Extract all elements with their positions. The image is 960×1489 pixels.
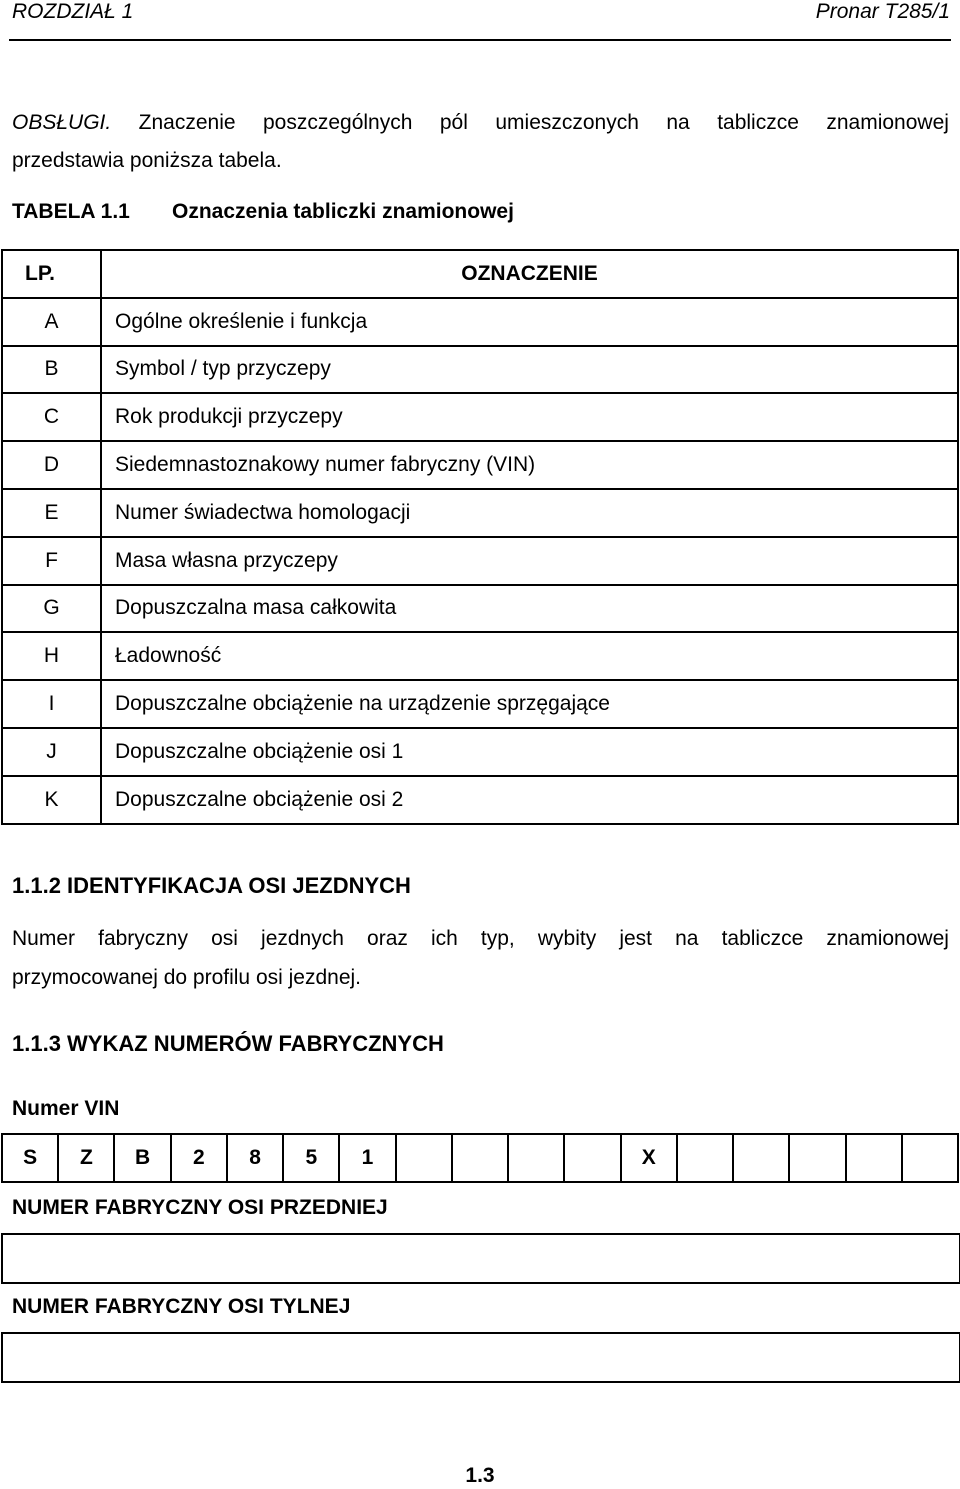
axle-word: wybity xyxy=(537,927,597,950)
row-lp: F xyxy=(2,537,101,585)
vin-cell[interactable]: Z xyxy=(58,1134,114,1182)
vin-cell[interactable] xyxy=(508,1134,564,1182)
axle-line-1 xyxy=(12,927,949,951)
product-header: Pronar T285/1 xyxy=(815,0,950,23)
vin-cell[interactable]: S xyxy=(2,1134,58,1182)
row-lp: H xyxy=(2,632,101,680)
table-header-row xyxy=(2,250,958,298)
column-header-oznaczenie: OZNACZENIE xyxy=(101,250,958,298)
row-description: Masa własna przyczepy xyxy=(101,537,958,585)
intro-word: Znaczenie xyxy=(138,111,236,134)
table-caption-number: TABELA 1.1 xyxy=(12,200,130,223)
row-lp: B xyxy=(2,346,101,394)
table-row xyxy=(2,585,958,633)
row-description: Dopuszczalne obciążenie osi 2 xyxy=(101,776,958,824)
rear-axle-number-field[interactable] xyxy=(1,1332,960,1383)
vin-row xyxy=(2,1134,958,1182)
section-heading-serial-numbers: 1.1.3 WYKAZ NUMERÓW FABRYCZNYCH xyxy=(12,1031,444,1056)
row-description: Ładowność xyxy=(101,632,958,680)
chapter-header: ROZDZIAŁ 1 xyxy=(12,0,134,23)
vin-label: Numer VIN xyxy=(12,1097,120,1120)
intro-word: znamionowej xyxy=(826,111,949,134)
row-description: Siedemnastoznakowy numer fabryczny (VIN) xyxy=(101,441,958,489)
vin-cell[interactable] xyxy=(846,1134,902,1182)
intro-paragraph xyxy=(12,111,949,173)
axle-word: fabryczny xyxy=(98,927,188,950)
row-description: Rok produkcji przyczepy xyxy=(101,393,958,441)
table-row xyxy=(2,346,958,394)
front-axle-number-field[interactable] xyxy=(1,1233,960,1284)
table-row xyxy=(2,680,958,728)
table-row xyxy=(2,441,958,489)
vin-cell[interactable]: 2 xyxy=(171,1134,227,1182)
axle-word: osi xyxy=(211,927,238,950)
axle-word: tabliczce xyxy=(721,927,804,950)
vin-cell[interactable]: B xyxy=(114,1134,170,1182)
row-lp: I xyxy=(2,680,101,728)
table-row xyxy=(2,393,958,441)
row-description: Dopuszczalne obciążenie osi 1 xyxy=(101,728,958,776)
table-row xyxy=(2,728,958,776)
page-number: 1.3 xyxy=(465,1464,495,1487)
table-row xyxy=(2,776,958,824)
intro-word: na xyxy=(666,111,690,134)
axle-word: Numer xyxy=(12,927,76,950)
intro-line-2: przedstawia poniższa tabela. xyxy=(12,149,282,172)
vin-cell[interactable] xyxy=(677,1134,733,1182)
axle-word: ich xyxy=(430,927,458,950)
vin-cell[interactable] xyxy=(452,1134,508,1182)
vin-cell[interactable] xyxy=(902,1134,958,1182)
axle-word: jest xyxy=(619,927,653,950)
row-description: Symbol / typ przyczepy xyxy=(101,346,958,394)
row-lp: J xyxy=(2,728,101,776)
vin-cell[interactable]: 5 xyxy=(283,1134,339,1182)
axle-word: znamionowej xyxy=(826,927,949,950)
front-axle-label: NUMER FABRYCZNY OSI PRZEDNIEJ xyxy=(12,1196,388,1219)
intro-word: pól xyxy=(439,111,468,134)
row-lp: E xyxy=(2,489,101,537)
row-lp: C xyxy=(2,393,101,441)
axle-line-2: przymocowanej do profilu osi jezdnej. xyxy=(12,966,362,989)
vin-cell[interactable] xyxy=(396,1134,452,1182)
axle-word: typ, xyxy=(480,927,515,950)
vin-cell[interactable] xyxy=(564,1134,620,1182)
table-row xyxy=(2,298,958,346)
table-row xyxy=(2,537,958,585)
axle-word: na xyxy=(675,927,699,950)
row-lp: D xyxy=(2,441,101,489)
vin-cell[interactable]: X xyxy=(621,1134,677,1182)
vin-cell[interactable] xyxy=(789,1134,845,1182)
header-rule xyxy=(9,39,951,41)
intro-line-1 xyxy=(12,111,949,135)
column-header-lp: LP. xyxy=(2,250,101,298)
table-caption xyxy=(12,199,514,225)
vin-cell[interactable]: 8 xyxy=(227,1134,283,1182)
axle-paragraph xyxy=(12,927,949,990)
axle-word: jezdnych xyxy=(261,927,344,950)
row-description: Numer świadectwa homologacji xyxy=(101,489,958,537)
intro-word: tabliczce xyxy=(717,111,799,134)
intro-word: umieszczonych xyxy=(495,111,639,134)
section-heading-axle-identification: 1.1.2 IDENTYFIKACJA OSI JEZDNYCH xyxy=(12,873,411,898)
row-lp: G xyxy=(2,585,101,633)
row-lp: A xyxy=(2,298,101,346)
axle-word: oraz xyxy=(367,927,408,950)
vin-cell[interactable] xyxy=(733,1134,789,1182)
intro-word: OBSŁUGI. xyxy=(12,111,112,134)
table-row xyxy=(2,489,958,537)
row-description: Ogólne określenie i funkcja xyxy=(101,298,958,346)
rear-axle-label: NUMER FABRYCZNY OSI TYLNEJ xyxy=(12,1295,351,1318)
row-lp: K xyxy=(2,776,101,824)
vin-cell[interactable]: 1 xyxy=(339,1134,395,1182)
nameplate-table xyxy=(1,249,959,825)
vin-grid xyxy=(1,1133,959,1183)
row-description: Dopuszczalne obciążenie na urządzenie sprzęgające xyxy=(101,680,958,728)
table-row xyxy=(2,632,958,680)
row-description: Dopuszczalna masa całkowita xyxy=(101,585,958,633)
intro-word: poszczególnych xyxy=(263,111,413,134)
table-caption-title: Oznaczenia tabliczki znamionowej xyxy=(172,200,514,223)
